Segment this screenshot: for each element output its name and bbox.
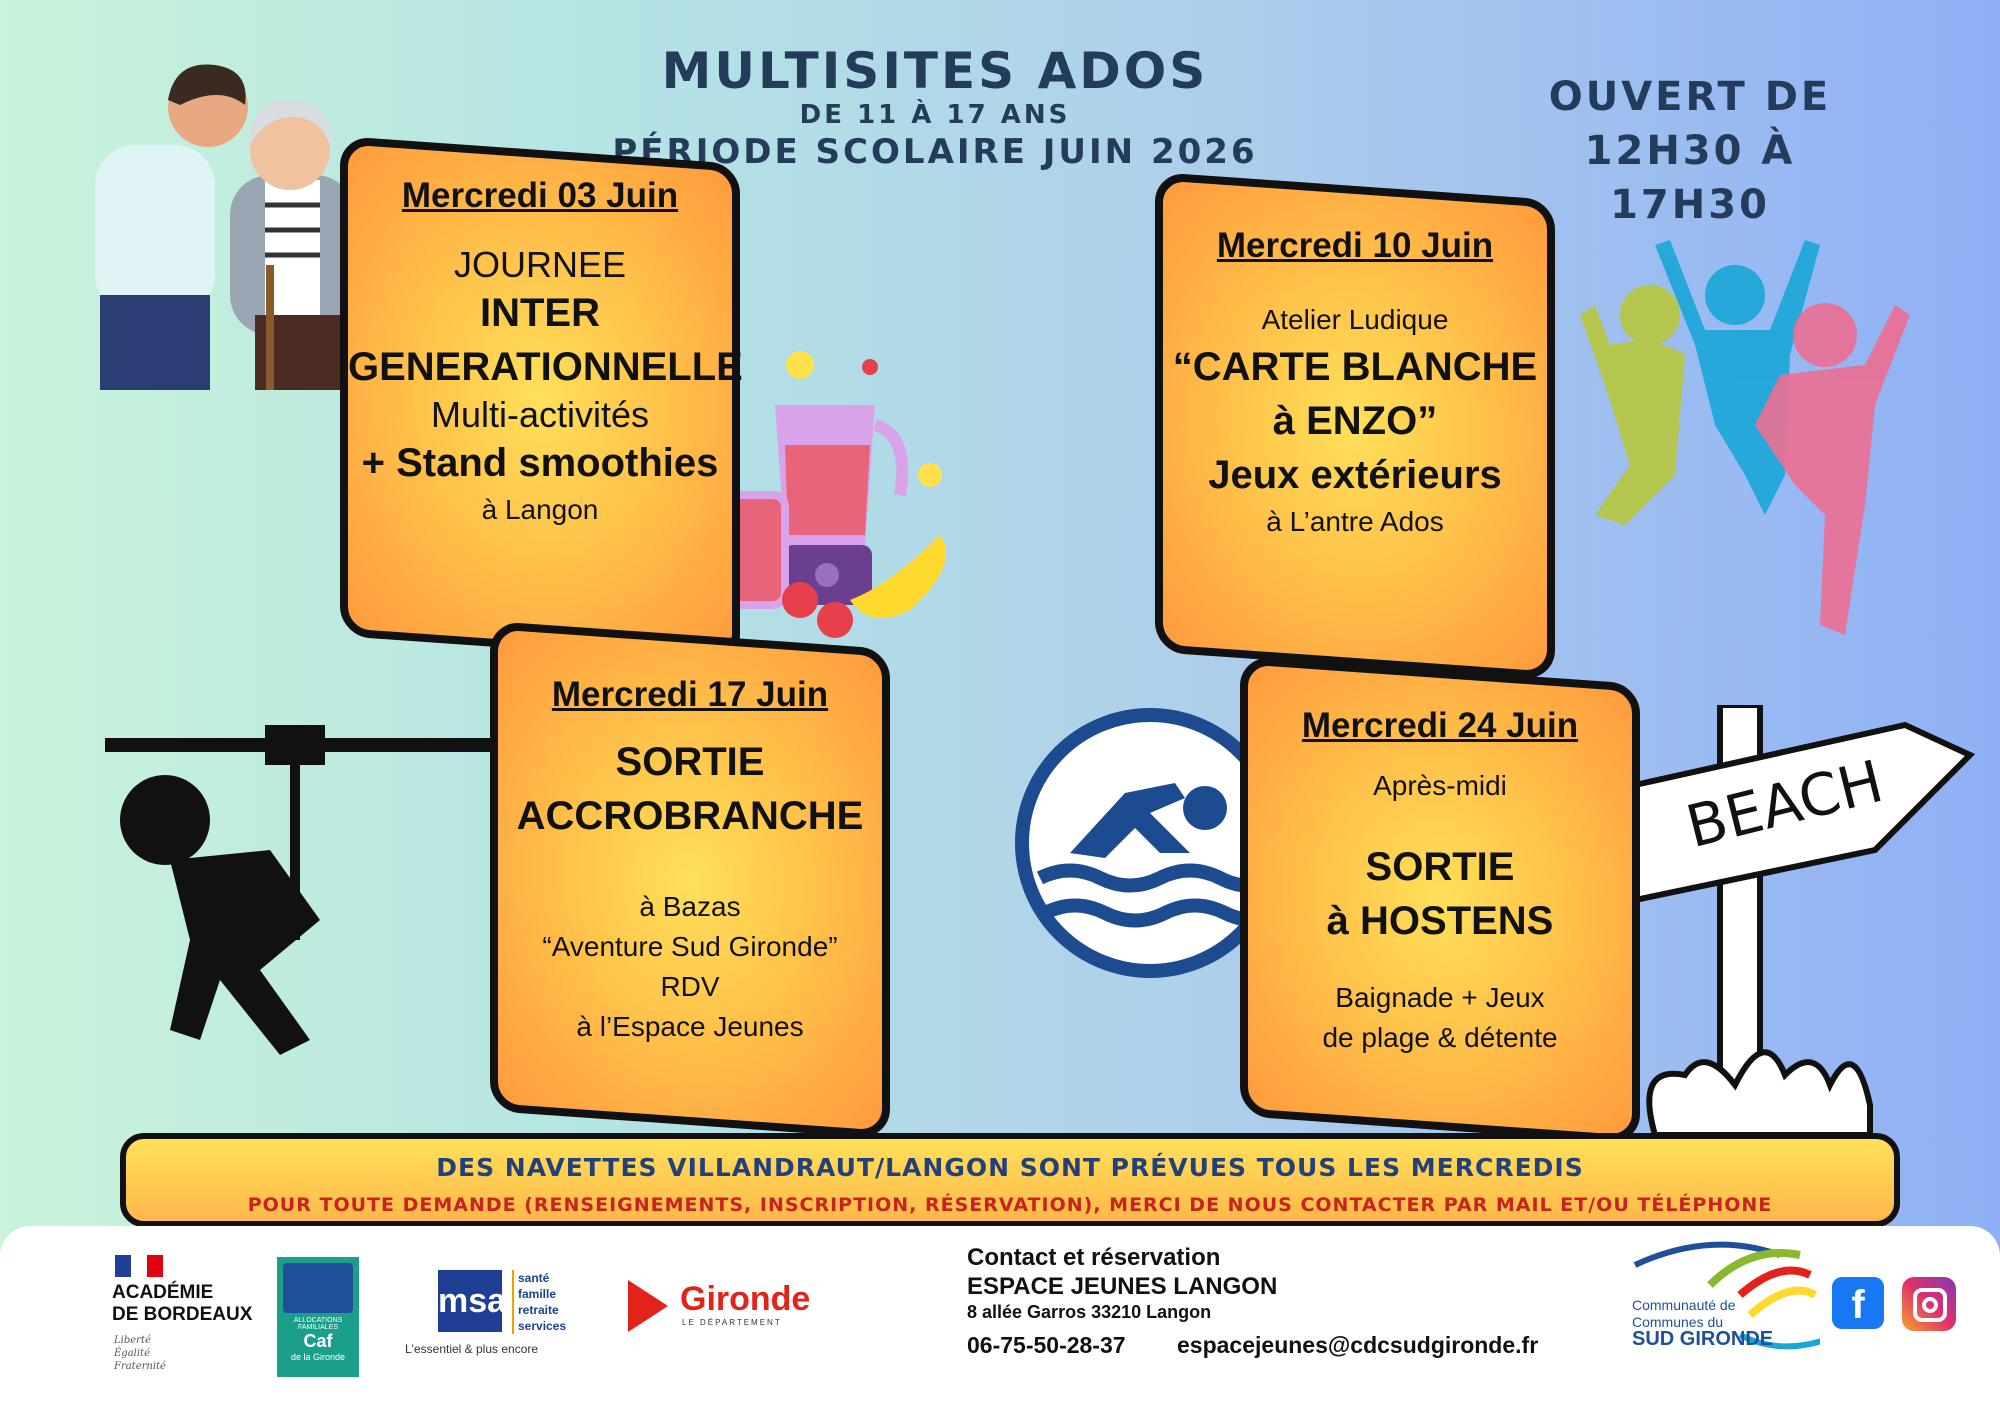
cdc-line2: Communes du <box>1632 1314 1724 1330</box>
event-line: INTER <box>480 291 600 335</box>
academie-motto: Fraternité <box>114 1361 166 1372</box>
zipline-illustration <box>80 710 500 1100</box>
beach-sign-text: BEACH <box>1679 746 1890 862</box>
event-line: “CARTE BLANCHE <box>1172 345 1538 389</box>
contact-info: POUR TOUTE DEMANDE (RENSEIGNEMENTS, INSCRIPTION, RÉSERVATION), MERCI DE NOUS CONTACTER PAR MAIL ET/OU TÉLÉPHONE <box>247 1194 1773 1216</box>
event-location: “Aventure Sud Gironde” <box>542 931 838 962</box>
academie-line2: DE BORDEAUX <box>112 1304 253 1325</box>
event-card-17-juin <box>490 621 890 1139</box>
page-title: MULTISITES ADOS <box>661 42 1209 100</box>
caf-tree-icon <box>283 1263 353 1313</box>
smoothie-illustration <box>710 345 970 645</box>
gironde-arrow-icon <box>628 1280 668 1332</box>
event-line: RDV <box>660 971 720 1002</box>
event-date: Mercredi 03 Juin <box>401 176 679 215</box>
event-date: Mercredi 10 Juin <box>1216 226 1494 265</box>
msa-line: famille <box>518 1287 557 1301</box>
event-location: à Langon <box>481 494 599 525</box>
shuttle-info: DES NAVETTES VILLANDRAUT/LANGON SONT PRÉVUES TOUS LES MERCREDIS <box>436 1153 1584 1182</box>
event-date: Mercredi 24 Juin <box>1301 706 1579 745</box>
caf-text1: ALLOCATIONS FAMILIALES <box>293 1317 343 1331</box>
event-line: Après-midi <box>1373 770 1507 801</box>
academie-flag-icon <box>115 1255 163 1277</box>
msa-line: services <box>518 1319 567 1333</box>
caf-text2: Caf <box>303 1331 333 1351</box>
period: PÉRIODE SCOLAIRE JUIN 2026 <box>612 132 1258 172</box>
contact-phone[interactable]: 06-75-50-28-37 <box>967 1332 1126 1358</box>
event-line: Multi-activités <box>430 394 650 435</box>
cdc-line3: SUD GIRONDE <box>1632 1328 1774 1350</box>
event-location: à l’Espace Jeunes <box>576 1011 804 1042</box>
event-line: de plage & détente <box>1322 1022 1558 1053</box>
event-line: Jeux extérieurs <box>1208 453 1502 497</box>
event-card-10-juin <box>1155 172 1555 680</box>
gironde-text: Gironde <box>680 1280 811 1318</box>
event-line: GENERATIONNELLE <box>348 345 743 389</box>
gironde-subtext: LE DÉPARTEMENT <box>682 1318 782 1327</box>
event-line: ACCROBRANCHE <box>516 794 864 838</box>
instagram-icon[interactable] <box>1902 1277 1956 1331</box>
event-line: à ENZO” <box>1272 399 1438 443</box>
event-card-03-juin <box>340 136 743 664</box>
event-line: JOURNEE <box>453 244 627 285</box>
event-line: SORTIE <box>615 740 765 784</box>
event-line: Baignade + Jeux <box>1335 982 1545 1013</box>
contact-email[interactable]: espacejeunes@cdcsudgironde.fr <box>1177 1332 1539 1358</box>
event-line: à HOSTENS <box>1326 899 1554 943</box>
contact-title: Contact et réservation <box>967 1244 1221 1271</box>
academie-motto: Égalité <box>114 1348 150 1359</box>
academie-motto: Liberté <box>114 1335 151 1346</box>
info-banner <box>120 1133 1900 1227</box>
msa-line: retraite <box>518 1303 559 1317</box>
facebook-icon[interactable]: f <box>1832 1277 1884 1329</box>
msa-logo-icon: msa <box>438 1270 502 1332</box>
jumping-people-illustration <box>1565 225 1910 645</box>
hours-line2: 12H30 À 17H30 <box>1584 128 1796 228</box>
cdc-line1: Communauté de <box>1632 1297 1736 1313</box>
contact-address: 8 allée Garros 33210 Langon <box>967 1302 1212 1322</box>
hours-line1: OUVERT DE <box>1548 74 1832 120</box>
msa-tagline: L'essentiel & plus encore <box>405 1342 539 1356</box>
age-range: DE 11 À 17 ANS <box>799 100 1071 130</box>
event-line: Atelier Ludique <box>1261 304 1449 335</box>
caf-logo <box>277 1257 359 1377</box>
caf-text3: de la Gironde <box>290 1352 346 1362</box>
msa-line: santé <box>518 1271 550 1285</box>
event-location: à L’antre Ados <box>1266 506 1444 537</box>
event-location: à Bazas <box>639 891 741 922</box>
event-card-24-juin <box>1240 656 1640 1144</box>
event-line: SORTIE <box>1365 845 1515 889</box>
academie-line1: ACADÉMIE <box>112 1282 214 1303</box>
contact-name: ESPACE JEUNES LANGON <box>967 1273 1278 1300</box>
event-date: Mercredi 17 Juin <box>551 675 829 714</box>
event-line: + Stand smoothies <box>361 441 719 485</box>
